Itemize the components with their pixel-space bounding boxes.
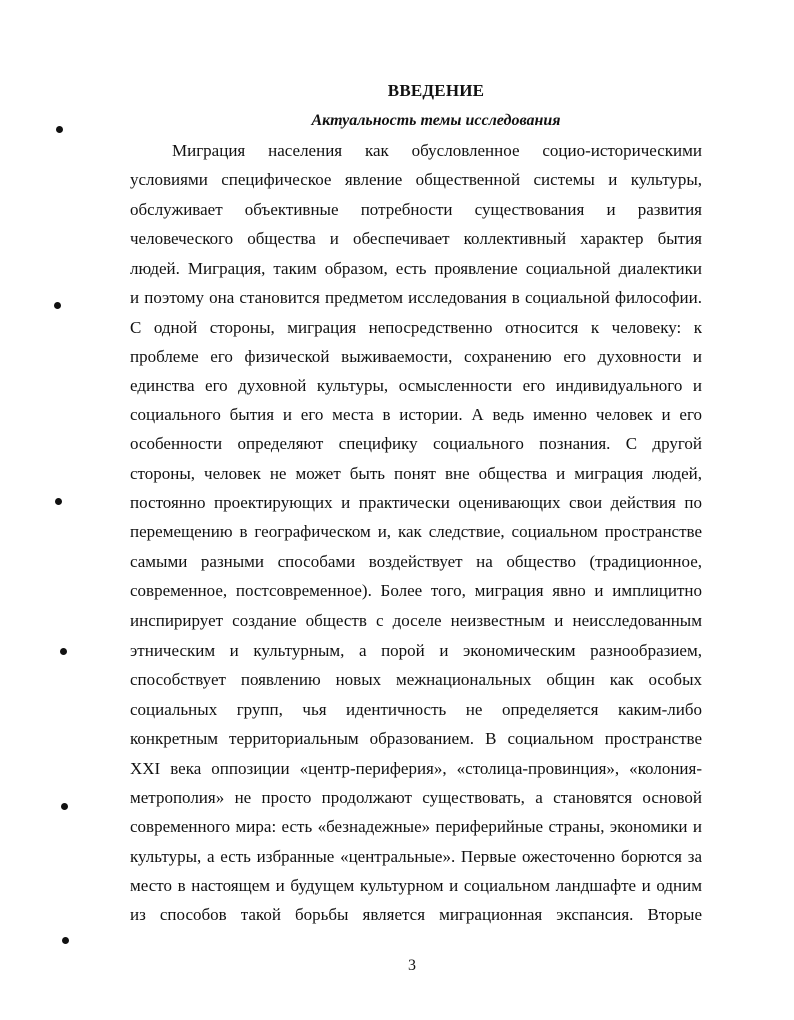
page-number: 3	[408, 957, 416, 974]
section-subtitle: Актуальность темы исследования	[311, 112, 561, 129]
text-line: и поэтому она становится предметом исследования в социальной философии.	[130, 288, 702, 307]
binder-hole-mark	[55, 498, 62, 505]
text-line: самыми разными способами воздействует на общество (традиционное,	[130, 552, 702, 571]
text-line: перемещению в географическом и, как следствие, социальном пространстве	[130, 522, 702, 541]
text-line: человеческого общества и обеспечивает коллективный характер бытия	[130, 229, 702, 248]
page-title: ВВЕДЕНИЕ	[387, 81, 485, 100]
binder-hole-mark	[61, 803, 68, 810]
text-line: С одной стороны, миграция непосредственно относится к человеку: к	[130, 318, 702, 337]
text-line: особенности определяют специфику социального познания. С другой	[130, 434, 702, 453]
text-line: этническим и культурным, а порой и экономическим разнообразием,	[130, 641, 702, 660]
text-line: современного мира: есть «безнадежные» периферийные страны, экономики и	[130, 817, 702, 836]
binder-hole-mark	[54, 302, 61, 309]
text-line: проблеме его физической выживаемости, сохранению его духовности и	[130, 347, 702, 366]
binder-hole-mark	[60, 648, 67, 655]
text-line: из способов такой борьбы является миграционная экспансия. Вторые	[130, 905, 702, 924]
binder-hole-mark	[62, 937, 69, 944]
text-line: способствует появлению новых межнациональных общин как особых	[130, 670, 702, 689]
text-line: XXI века оппозиции «центр-периферия», «столица-провинция», «колония-	[130, 759, 702, 778]
text-line: социальных групп, чья идентичность не определяется каким-либо	[130, 700, 702, 719]
text-line: условиями специфическое явление общественной системы и культуры,	[130, 170, 702, 189]
text-line: людей. Миграция, таким образом, есть проявление социальной диалектики	[130, 259, 702, 278]
text-line: современное, постсовременное). Более того, миграция явно и имплицитно	[130, 581, 702, 600]
text-line: социального бытия и его места в истории. А ведь именно человек и его	[130, 405, 702, 424]
text-line: постоянно проектирующих и практически оценивающих свои действия по	[130, 493, 702, 512]
text-line: культуры, а есть избранные «центральные». Первые ожесточенно борются за	[130, 847, 702, 866]
text-line: конкретным территориальным образованием. В социальном пространстве	[130, 729, 702, 748]
text-line: место в настоящем и будущем культурном и социальном ландшафте и одним	[130, 876, 702, 895]
binder-hole-mark	[56, 126, 63, 133]
text-line: стороны, человек не может быть понят вне общества и миграция людей,	[130, 464, 702, 483]
text-line: Миграция населения как обусловленное социо-историческими	[172, 141, 702, 160]
text-line: единства его духовной культуры, осмысленности его индивидуального и	[130, 376, 702, 395]
text-line: обслуживает объективные потребности существования и развития	[130, 200, 702, 219]
text-line: метрополия» не просто продолжают существовать, а становятся основой	[130, 788, 702, 807]
text-line: инспирирует создание обществ с доселе неизвестным и неисследованным	[130, 611, 702, 630]
